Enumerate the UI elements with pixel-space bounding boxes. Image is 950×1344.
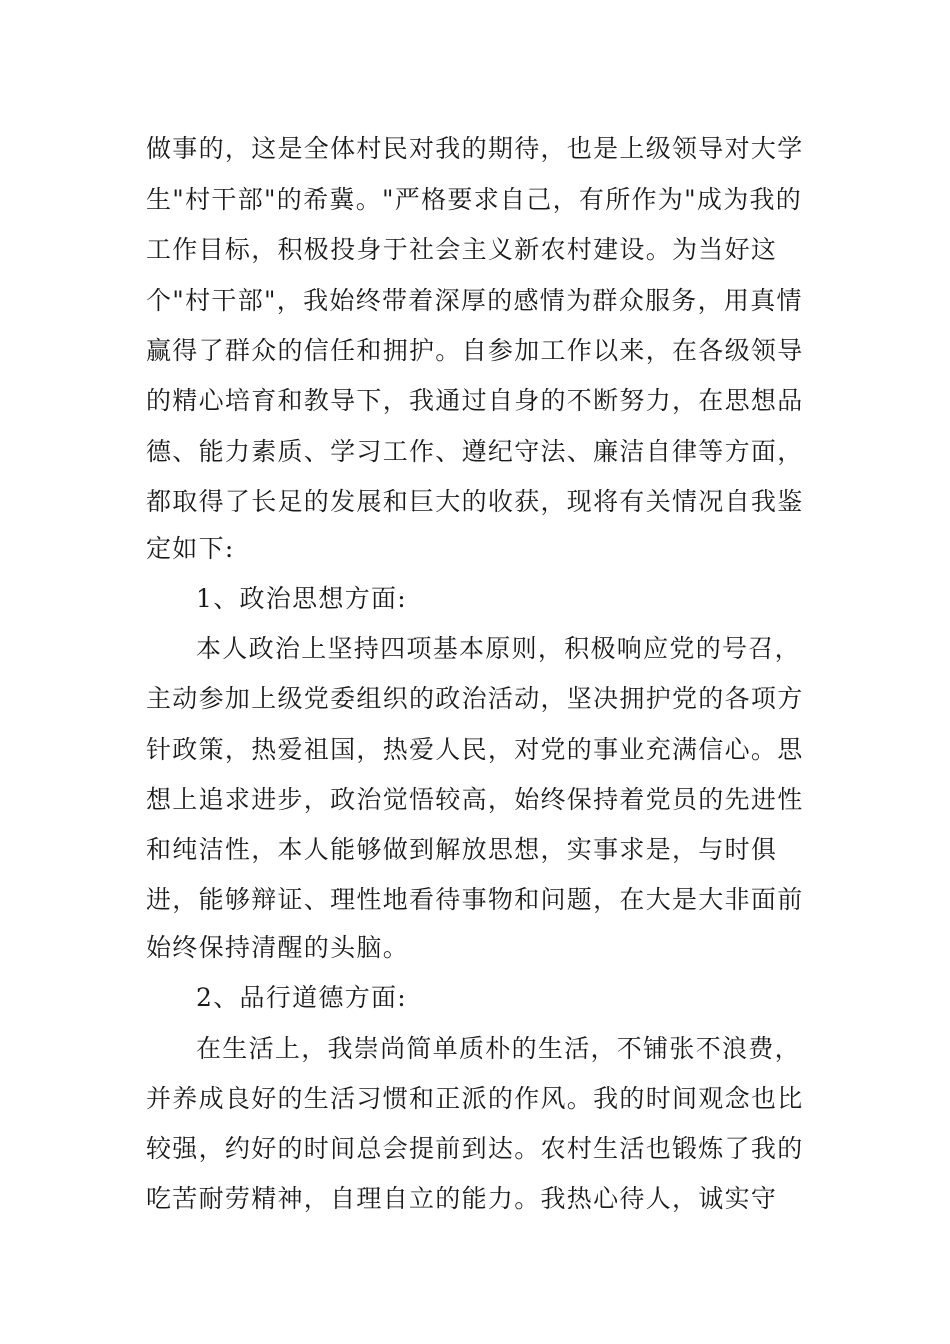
text-line: 生"村干部"的希冀。"严格要求自己，有所作为"成为我的 (146, 185, 803, 214)
text-line: 在生活上，我崇尚简单质朴的生活，不铺张不浪费， (196, 1034, 801, 1063)
text-line: 和纯洁性，本人能够做到解放思想，实事求是，与时俱 (146, 835, 778, 864)
text-line: 都取得了长足的发展和巨大的收获，现将有关情况自我鉴 (146, 487, 804, 516)
text-line: 个"村干部"，我始终带着深厚的感情为群众服务，用真情 (146, 286, 803, 315)
section-heading: 2、品行道德方面: (196, 983, 408, 1012)
text-line: 德、能力素质、学习工作、遵纪守法、廉洁自律等方面， (146, 437, 804, 466)
text-line: 并养成良好的生活习惯和正派的作风。我的时间观念也比 (146, 1084, 804, 1113)
text-line: 本人政治上坚持四项基本原则，积极响应党的号召， (196, 634, 801, 663)
text-line: 定如下: (146, 534, 235, 563)
section-heading: 1、政治思想方面: (196, 584, 408, 613)
text-line: 工作目标，积极投身于社会主义新农村建设。为当好这 (146, 235, 778, 264)
text-line: 的精心培育和教导下，我通过自身的不断努力，在思想品 (146, 386, 804, 415)
text-line: 针政策，热爱祖国，热爱人民，对党的事业充满信心。思 (146, 735, 804, 764)
text-line: 较强，约好的时间总会提前到达。农村生活也锻炼了我的 (146, 1134, 804, 1163)
text-line: 主动参加上级党委组织的政治活动，坚决拥护党的各项方 (146, 684, 804, 713)
text-line: 做事的，这是全体村民对我的期待，也是上级领导对大学 (146, 134, 804, 163)
text-line: 进，能够辩证、理性地看待事物和问题，在大是大非面前 (146, 885, 804, 914)
text-line: 赢得了群众的信任和拥护。自参加工作以来，在各级领导 (146, 336, 804, 365)
text-line: 想上追求进步，政治觉悟较高，始终保持着党员的先进性 (146, 785, 804, 814)
text-line: 始终保持清醒的头脑。 (146, 933, 410, 962)
text-line: 吃苦耐劳精神，自理自立的能力。我热心待人，诚实守 (146, 1184, 778, 1213)
